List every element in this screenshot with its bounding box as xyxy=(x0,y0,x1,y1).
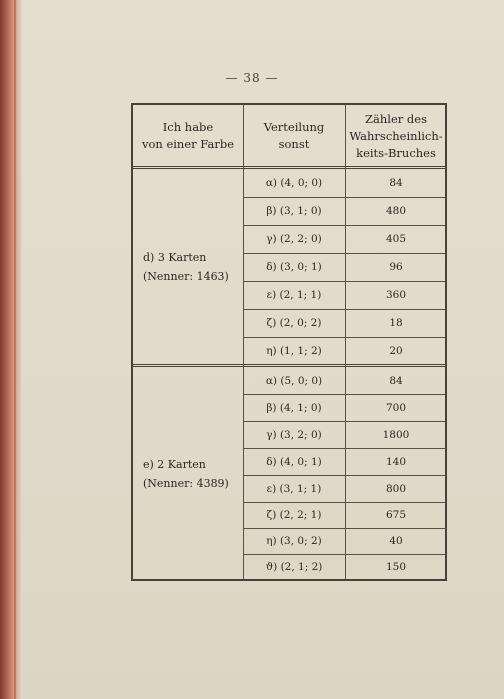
distribution-cell: δ) (3, 0; 1) xyxy=(266,261,322,273)
header-line: Verteilung xyxy=(263,120,325,134)
group-denominator: (Nenner: 1463) xyxy=(143,269,229,283)
header-line: Zähler des xyxy=(365,111,427,126)
numerator-cell: 40 xyxy=(389,535,403,547)
book-spine-edge xyxy=(0,0,22,699)
numerator-cell: 700 xyxy=(385,401,407,414)
page-number: — 38 — xyxy=(225,71,279,85)
group-label-d xyxy=(133,169,243,364)
distribution-cell: ζ) (2, 2; 1) xyxy=(266,509,322,521)
distribution-cell: α) (5, 0; 0) xyxy=(265,374,323,387)
header-cell-numerator xyxy=(345,105,447,167)
numerator-cell: 18 xyxy=(389,317,403,329)
numerator-cell: 140 xyxy=(385,455,407,468)
probability-table xyxy=(131,103,447,581)
distribution-cell: β) (4, 1; 0) xyxy=(266,401,322,414)
header-line: Wahrscheinlich- xyxy=(349,128,443,143)
distribution-cell: α) (4, 0; 0) xyxy=(265,177,323,189)
header-line: keits-Bruches xyxy=(356,145,436,160)
distribution-cell: η) (1, 1; 2) xyxy=(266,345,322,357)
distribution-cell: ϑ) (2, 1; 2) xyxy=(265,560,323,573)
numerator-cell: 405 xyxy=(385,233,407,245)
numerator-cell: 675 xyxy=(385,509,407,521)
group-label: d) 3 Karten xyxy=(143,250,207,264)
numerator-cell: 150 xyxy=(385,560,407,573)
numerator-cell: 20 xyxy=(389,345,403,357)
distribution-cell: η) (3, 0; 2) xyxy=(266,535,322,547)
distribution-cell: γ) (2, 2; 0) xyxy=(266,233,322,245)
header-cell-distribution xyxy=(243,105,345,167)
numerator-cell: 480 xyxy=(385,205,407,217)
numerator-cell: 96 xyxy=(389,261,403,273)
group-denominator: (Nenner: 4389) xyxy=(143,477,229,490)
numerator-cell: 800 xyxy=(385,482,407,495)
header-cell-hand xyxy=(133,105,243,167)
header-line: von einer Farbe xyxy=(141,137,235,151)
distribution-cell: ε) (2, 1; 1) xyxy=(266,289,322,301)
distribution-cell: β) (3, 1; 0) xyxy=(266,205,322,217)
distribution-cell: γ) (3, 2; 0) xyxy=(266,428,322,441)
numerator-cell: 360 xyxy=(385,289,407,301)
distribution-cell: ε) (3, 1; 1) xyxy=(266,482,322,495)
numerator-cell: 84 xyxy=(389,177,403,189)
group-label: e) 2 Karten xyxy=(143,458,206,471)
numerator-cell: 1800 xyxy=(382,428,410,441)
distribution-cell: δ) (4, 0; 1) xyxy=(266,455,322,468)
numerator-cell: 84 xyxy=(389,374,403,387)
header-line: Ich habe xyxy=(162,120,214,134)
header-line: sonst xyxy=(278,137,310,151)
group-label-e xyxy=(133,367,243,581)
distribution-cell: ζ) (2, 0; 2) xyxy=(266,317,322,329)
